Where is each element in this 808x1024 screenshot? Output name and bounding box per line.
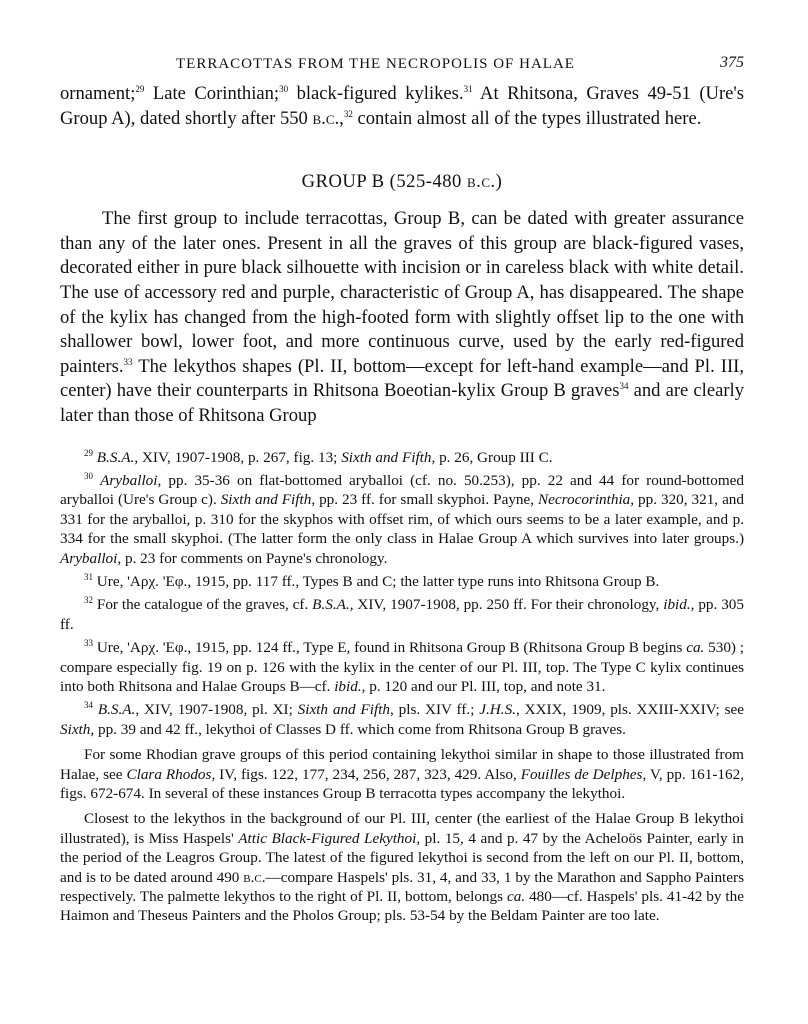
footnote-ref: 30	[279, 83, 289, 94]
footnote-ref: 31	[463, 83, 473, 94]
page	[60, 52, 744, 926]
footnote-continuation-rhodian: For some Rhodian grave groups of this period containing lekythoi similar in shape to those illustrated from Halae, see Clara Rhodos, IV, figs. 122, 177, 234, 256, 287, 323, 429. Also, Fouilles de Delphes, V, pp. 161-162, figs. 672-674. In several of these instances Group B terracotta types accompany the lekythoi.	[60, 746, 744, 803]
footnotes	[60, 448, 744, 926]
running-title: TERRACOTTAS FROM THE NECROPOLIS OF HALAE	[176, 56, 575, 72]
footnote-ref: 33	[123, 356, 133, 367]
running-header	[60, 52, 744, 80]
section-heading: GROUP B (525-480 b.c.)	[301, 171, 503, 193]
footnote-continuation-haspels: Closest to the lekythos in the background of our Pl. III, center (the earliest of the Halae Group B lekythoi illustrated), is Miss Haspels' Attic Black-Figured Lekythoi, pl. 15, 4 and p. 47 by the Acheloös Painter, early in the period of the Leagros Group. The latest of the figured lekythoi is second from the left on our Pl. II, bottom, and is to be dated around 490 b.c.—compare Haspels' pls. 31, 4, and 33, 1 by the Marathon and Sappho Painters respectively. The palmette lekythos to the right of Pl. II, bottom, belongs ca. 480—cf. Haspels' pls. 41-42 by the Haimon and Theseus Painters and the Pholos Group; pls. 53-54 by the Beldam Painter are too late.	[60, 810, 744, 925]
footnote-30: $^{30}$ Aryballoi, pp. 35-36 on flat-bottomed aryballoi (cf. no. 50.253), pp. 22 and 44 for round-bottomed aryballoi (Ure's Group c). Sixth and Fifth, pp. 23 ff. for small skyphoi. Payne, Necrocorinthia, pp. 320, 321, and 331 for the aryballoi, p. 310 for the skyphos with offset rim, of which ours seems to be a later example, and p. 334 for the small skyphoi. (The latter form the only class in Halae Group A which survives into later groups.) Aryballoi, p. 23 for comments on Payne's chronology.	[60, 470, 744, 567]
footnote-32: $^{32}$ For the catalogue of the graves, cf. B.S.A., XIV, 1907-1908, pp. 250 ff. For their chronology, ibid., pp. 305 ff.	[60, 595, 744, 633]
page-number: 375	[720, 54, 744, 71]
group-b-paragraph: The first group to include terracottas, Group B, can be dated with greater assurance than any of the later ones. Present in all the graves of this group are black-figured vases, decorated either in pure black silhouette with incision or in careless black with white detail. The use of accessory red and purple, characteristic of Group A, has disappeared. The shape of the kylix has changed from the high-footed form with slightly offset lip to the one with shallower bowl, lower foot, and more continuous curve, used by the early red-figured painters.$^{33}$ The lekythos shapes (Pl. II, bottom—except for left-hand example—and Pl. III, center) have their counterparts in Rhitsona Boeotian-kylix Group B graves$^{34}$ and are clearly later than those of Rhitsona Group	[60, 208, 744, 426]
footnote-ref: 32	[343, 108, 353, 119]
footnote-ref: 29	[135, 83, 145, 94]
footnote-33: $^{33}$ Ure, 'Αρχ. 'Εφ., 1915, pp. 124 ff., Type E, found in Rhitsona Group B (Rhitsona Group B begins ca. 530) ; compare especially fig. 19 on p. 126 with the kylix in the center of our Pl. III, top. The Type C kylix continues into both Rhitsona and Halae Groups B—cf. ibid., p. 120 and our Pl. III, top, and note 31.	[60, 638, 745, 695]
footnote-31: $^{31}$ Ure, 'Αρχ. 'Εφ., 1915, pp. 117 ff., Types B and C; the latter type runs into Rhitsona Group B.	[84, 571, 660, 590]
footnote-ref: 34	[619, 381, 629, 392]
footnote-34: $^{34}$ B.S.A., XIV, 1907-1908, pl. XI; Sixth and Fifth, pls. XIV ff.; J.H.S., XXIX, 1909, pls. XXIII-XXIV; see Sixth, pp. 39 and 42 ff., lekythoi of Classes D ff. which come from Rhitsona Group B graves.	[60, 700, 745, 738]
footnote-29: $^{29}$ B.S.A., XIV, 1907-1908, p. 267, fig. 13; Sixth and Fifth, p. 26, Group III C.	[84, 447, 553, 466]
intro-paragraph: ornament;$^{29}$ Late Corinthian;$^{30}$ black-figured kylikes.$^{31}$ At Rhitsona, Graves 49-51 (Ure's Group A), dated shortly after 550 b.c.,$^{32}$ contain almost all of the types illustrated here.	[60, 83, 745, 129]
